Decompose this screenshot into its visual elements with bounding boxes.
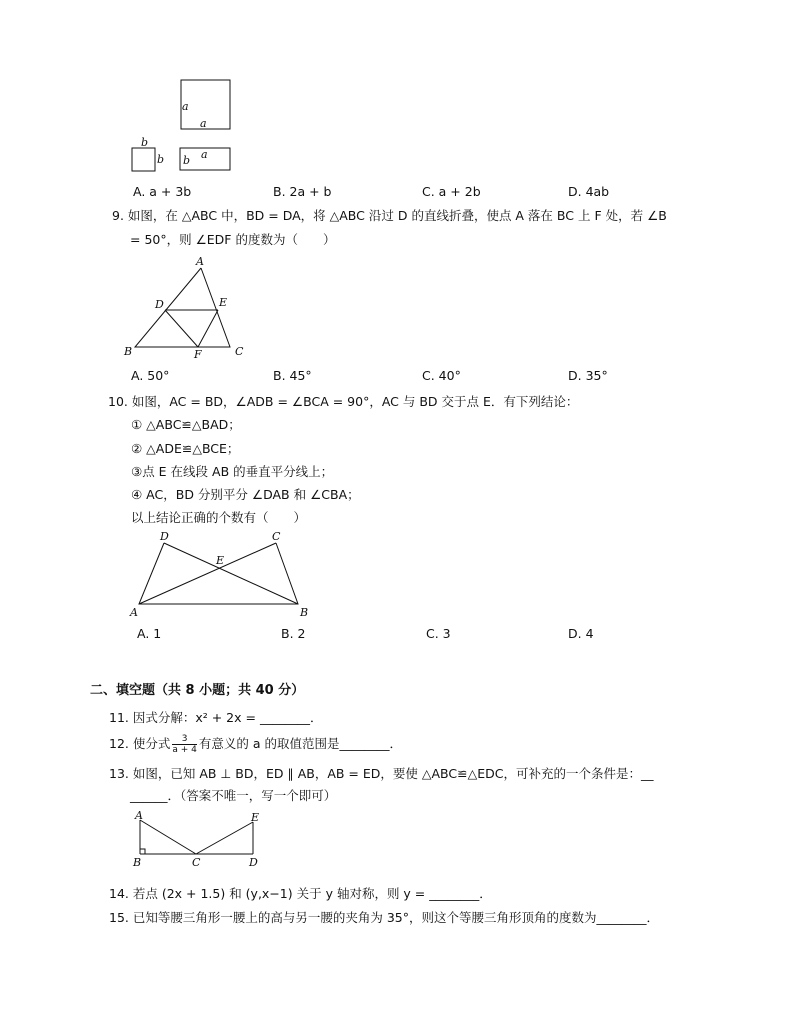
q8-option-c[interactable]: C. a + 2b: [422, 184, 481, 199]
label-D: D: [160, 530, 169, 543]
q9-stem-line1: 9. 如图，在 △ABC 中，BD = DA，将 △ABC 沿过 D 的直线折叠，使点 A 落在 BC 上 F 处，若 ∠B: [112, 208, 667, 223]
diagonal-bd: [164, 543, 298, 604]
diagonal-ac: [139, 543, 276, 604]
q12-fraction-denominator: a + 4: [172, 745, 197, 755]
q15: 15. 已知等腰三角形一腰上的高与另一腰的夹角为 35°，则这个等腰三角形顶角的度数为________．: [109, 910, 659, 925]
q13-figure: [128, 808, 268, 868]
label-D: D: [155, 298, 164, 311]
label-B: B: [124, 345, 133, 358]
q8-figure: [125, 76, 245, 176]
q8-option-d[interactable]: D. 4ab: [568, 184, 610, 199]
q10-figure: [126, 528, 318, 620]
segment-ac: [140, 820, 196, 854]
q10-item-3: ③点 E 在线段 AB 的垂直平分线上；: [131, 464, 334, 479]
label-b-top: b: [141, 136, 149, 149]
label-a-bottom: a: [200, 117, 207, 130]
q9-option-b[interactable]: B. 45°: [273, 368, 312, 383]
q12-fraction: [172, 734, 197, 755]
q10-option-c[interactable]: C. 3: [426, 626, 451, 641]
q10-item-1: ① △ABC≌△BAD；: [131, 417, 241, 432]
section-title: 二、填空题（共 8 小题；共 40 分）: [90, 683, 305, 698]
q12-prefix: 12. 使分式: [109, 736, 171, 751]
label-E: E: [251, 811, 260, 824]
q9-stem-line2: = 50°，则 ∠EDF 的度数为（ ）: [130, 232, 336, 247]
right-angle-mark: [140, 849, 145, 854]
label-B: B: [133, 856, 142, 868]
q13-stem-line1: 13. 如图，已知 AB ⊥ BD，ED ∥ AB，AB = ED，要使 △ABC≌△EDC，可补充的一个条件是：__: [109, 766, 654, 781]
q12-fraction-numerator: 3: [172, 734, 197, 745]
quadrilateral-abcd: [139, 543, 298, 604]
label-D: D: [249, 856, 258, 868]
triangle-abc: [135, 268, 230, 347]
q13-stem-line2: ______．（答案不唯一，写一个即可）: [130, 788, 337, 803]
q8-option-a[interactable]: A. a + 3b: [133, 184, 192, 199]
label-C: C: [192, 856, 201, 868]
q10-item-2: ② △ADE≌△BCE；: [131, 441, 240, 456]
label-B: B: [300, 606, 309, 619]
q10-option-d[interactable]: D. 4: [568, 626, 594, 641]
label-A: A: [196, 255, 204, 268]
label-b-right: b: [157, 153, 165, 166]
label-A: A: [135, 809, 143, 822]
label-F: F: [194, 348, 202, 361]
q9-option-a[interactable]: A. 50°: [131, 368, 170, 383]
segment-ef: [198, 310, 218, 347]
q14: 14. 若点 (2x + 1.5) 和 (y,x−1) 关于 y 轴对称，则 y = ________．: [109, 886, 492, 901]
label-C: C: [235, 345, 244, 358]
q9-option-c[interactable]: C. 40°: [422, 368, 461, 383]
segment-ec: [196, 822, 253, 854]
q12: [109, 733, 402, 755]
q9-option-d[interactable]: D. 35°: [568, 368, 608, 383]
label-E: E: [219, 296, 228, 309]
label-C: C: [272, 530, 281, 543]
label-E: E: [216, 554, 225, 567]
q11: 11. 因式分解：x² + 2x = ________．: [109, 710, 323, 725]
label-A: A: [130, 606, 138, 619]
small-square-b: [132, 148, 155, 171]
label-a-left: a: [182, 100, 189, 113]
q12-suffix: 有意义的 a 的取值范围是________．: [198, 736, 402, 751]
q8-option-b[interactable]: B. 2a + b: [273, 184, 332, 199]
label-rect-a: a: [201, 148, 208, 161]
q9-figure: [118, 252, 258, 364]
q10-item-4: ④ AC，BD 分别平分 ∠DAB 和 ∠CBA；: [131, 487, 360, 502]
segment-df: [165, 310, 198, 347]
q10-stem: 10. 如图，AC = BD，∠ADB = ∠BCA = 90°，AC 与 BD 交于点 E．有下列结论：: [108, 394, 579, 409]
q10-option-a[interactable]: A. 1: [137, 626, 162, 641]
label-rect-b: b: [183, 154, 191, 167]
q10-option-b[interactable]: B. 2: [281, 626, 306, 641]
q10-question: 以上结论正确的个数有（ ）: [131, 510, 307, 525]
